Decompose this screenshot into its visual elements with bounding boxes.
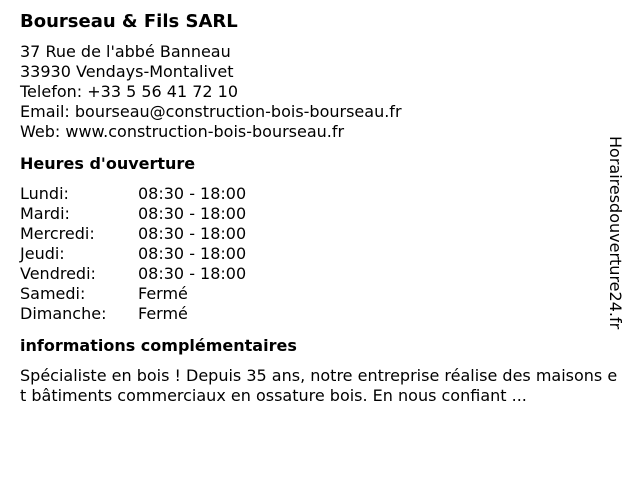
address-city: 33930 Vendays-Montalivet bbox=[20, 62, 234, 81]
hours-time: 08:30 - 18:00 bbox=[138, 204, 247, 223]
hours-row-friday bbox=[20, 264, 620, 284]
hours-day: Vendredi: bbox=[20, 264, 96, 283]
email-address: Email: bourseau@construction-bois-bourseau.fr bbox=[20, 102, 402, 121]
hours-row-monday bbox=[20, 184, 620, 204]
hours-row-sunday bbox=[20, 304, 620, 324]
hours-day: Samedi: bbox=[20, 284, 86, 303]
hours-time: 08:30 - 18:00 bbox=[138, 224, 247, 243]
hours-time: 08:30 - 18:00 bbox=[138, 264, 247, 283]
hours-day: Jeudi: bbox=[20, 244, 65, 263]
opening-hours-table bbox=[20, 184, 620, 324]
hours-time: Fermé bbox=[138, 304, 188, 323]
hours-day: Mardi: bbox=[20, 204, 70, 223]
hours-row-thursday bbox=[20, 244, 620, 264]
company-card bbox=[20, 10, 620, 406]
hours-time: 08:30 - 18:00 bbox=[138, 184, 247, 203]
watermark-text: Horairesdouverture24.fr bbox=[606, 136, 625, 330]
hours-day: Lundi: bbox=[20, 184, 69, 203]
company-name: Bourseau & Fils SARL bbox=[20, 11, 238, 32]
hours-row-tuesday bbox=[20, 204, 620, 224]
hours-time: 08:30 - 18:00 bbox=[138, 244, 247, 263]
hours-row-saturday bbox=[20, 284, 620, 304]
website: Web: www.construction-bois-bourseau.fr bbox=[20, 122, 345, 141]
phone-number: Telefon: +33 5 56 41 72 10 bbox=[20, 82, 239, 101]
hours-row-wednesday bbox=[20, 224, 620, 244]
opening-hours-title: Heures d'ouverture bbox=[20, 154, 196, 173]
address-street: 37 Rue de l'abbé Banneau bbox=[20, 42, 231, 61]
business-description: Spécialiste en bois ! Depuis 35 ans, notre entreprise réalise des maisons et bâtiments commerciaux en ossature bois. En nous confiant ... bbox=[20, 366, 618, 405]
hours-day: Mercredi: bbox=[20, 224, 95, 243]
hours-day: Dimanche: bbox=[20, 304, 107, 323]
hours-time: Fermé bbox=[138, 284, 188, 303]
additional-info-title: informations complémentaires bbox=[20, 336, 297, 355]
